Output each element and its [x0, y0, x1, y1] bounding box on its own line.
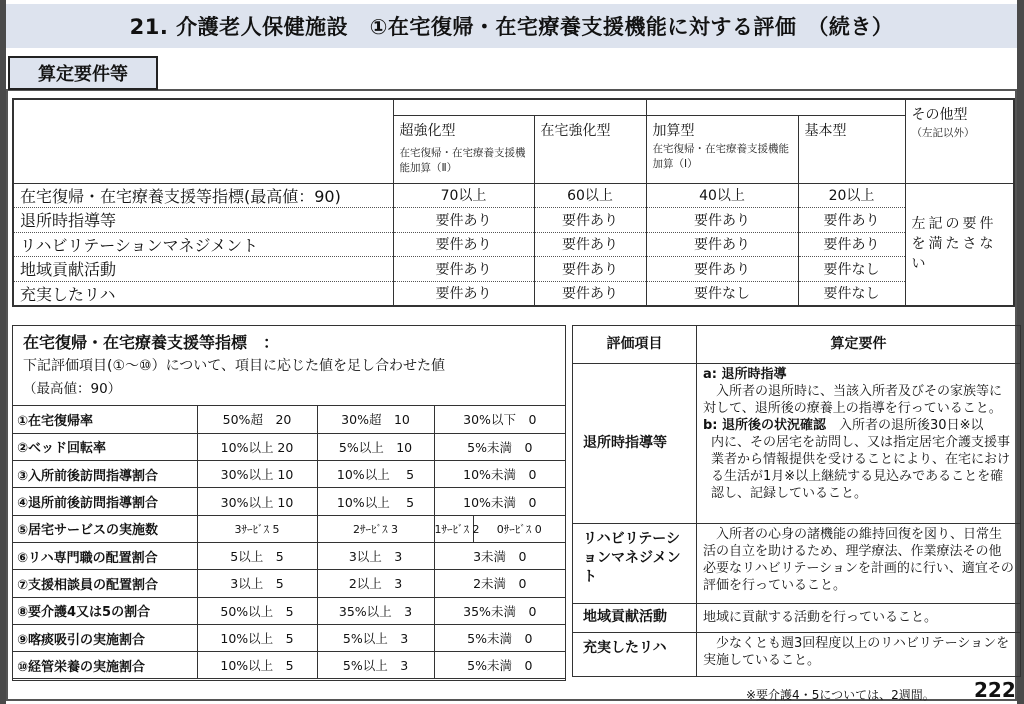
- row-label: 地域貢献活動: [13, 257, 393, 282]
- cell: 40以上: [646, 183, 798, 208]
- table-row: [13, 406, 565, 433]
- row-label: 退所時指導等: [13, 208, 393, 233]
- cell: 50%超 20: [197, 406, 317, 433]
- table-row: [13, 570, 565, 597]
- index-heading: [13, 326, 565, 406]
- table-row: [13, 232, 1014, 257]
- requirement-text: 地域に貢献する活動を行っていること。: [697, 604, 1021, 632]
- col-name: 在宅強化型: [540, 122, 611, 139]
- section-tab: 算定要件等: [8, 56, 158, 90]
- table-row: [13, 488, 565, 515]
- item-name: 地域貢献活動: [573, 604, 697, 632]
- cell: 要件なし: [798, 281, 905, 306]
- col-name: 加算型: [652, 122, 695, 139]
- header-group-addition: [646, 99, 905, 115]
- page-number: 222: [974, 678, 1016, 702]
- requirement-text: 少なくとも週3回程度以上のリハビリテーションを実施していること。: [697, 632, 1021, 676]
- table-row: [13, 542, 565, 569]
- cell: 35%未満 0: [434, 597, 565, 624]
- cell: 30%以下 0: [434, 406, 565, 433]
- cell: 5%以上 10: [317, 433, 434, 460]
- index-box: [12, 325, 566, 681]
- cell: 3以上 5: [197, 570, 317, 597]
- cell: 要件あり: [534, 281, 646, 306]
- header-group-strengthened: [393, 99, 646, 115]
- col-name: 基本型: [804, 122, 847, 139]
- cell: 10%以上 5: [317, 488, 434, 515]
- item-name: リハビリテーションマネジメント: [573, 523, 697, 604]
- cell: 要件あり: [393, 232, 534, 257]
- index-title: 在宅復帰・在宅療養支援等指標 ：: [23, 333, 280, 352]
- item-name: ⑤居宅サービスの実施数: [13, 515, 197, 542]
- cell: 20以上: [798, 183, 905, 208]
- item-name: ⑧要介護4又は5の割合: [13, 597, 197, 624]
- cell: 3以上 3: [317, 542, 434, 569]
- col-header-other: [905, 99, 1014, 183]
- table-row: [13, 515, 565, 542]
- cell: 2以上 3: [317, 570, 434, 597]
- requirement-text: [697, 364, 1021, 523]
- cell: 要件あり: [393, 257, 534, 282]
- table-row: [13, 183, 1014, 208]
- cell: 要件あり: [393, 208, 534, 233]
- cell: 2ｻｰﾋﾞｽ 3: [317, 515, 434, 542]
- cell: 2未満 0: [434, 570, 565, 597]
- table-row: [13, 208, 1014, 233]
- item-name: ②ベッド回転率: [13, 433, 197, 460]
- sub-item-a-title: a: 退所時指導: [703, 367, 787, 383]
- sub-item-b-title: b: 退所後の状況確認: [703, 418, 827, 434]
- cell: 要件あり: [534, 208, 646, 233]
- cell: 5%未満 0: [434, 433, 565, 460]
- cell: 70以上: [393, 183, 534, 208]
- cell: 要件あり: [393, 281, 534, 306]
- facility-type-table: [12, 98, 1015, 307]
- cell: 要件あり: [534, 232, 646, 257]
- cell: 0ｻｰﾋﾞｽ 0: [473, 515, 565, 542]
- requirement-text: 入所者の心身の諸機能の維持回復を図り、日常生活の自立を助けるため、理学療法、作業療法その他必要なリハビリテーションを計画的に行い、適宜その評価を行っていること。: [697, 523, 1021, 604]
- sub-item-b-lead: 入所者の退所後30日※以: [826, 418, 984, 434]
- cell: 5以上 5: [197, 542, 317, 569]
- col-header-item: 評価項目: [573, 326, 697, 364]
- row-label: 充実したリハ: [13, 281, 393, 306]
- index-table: [13, 406, 565, 679]
- cell: 10%以上 5: [197, 652, 317, 679]
- cell: 35%以上 3: [317, 597, 434, 624]
- cell: 10%以上 5: [197, 624, 317, 651]
- requirements-table: [572, 325, 1021, 677]
- cell: 要件なし: [646, 281, 798, 306]
- index-max-note: （最高値：90）: [23, 381, 122, 397]
- table-row: [573, 632, 1021, 676]
- item-name: 充実したリハ: [573, 632, 697, 676]
- row-label: 在宅復帰・在宅療養支援等指標(最高値：90): [13, 183, 393, 208]
- table-row: [573, 523, 1021, 604]
- col-header-super: [393, 115, 534, 183]
- cell: 要件あり: [798, 232, 905, 257]
- col-header-requirement: 算定要件: [697, 326, 1021, 364]
- cell: 5%未満 0: [434, 652, 565, 679]
- slide-page: [6, 0, 1017, 704]
- cell: 10%以上 20: [197, 433, 317, 460]
- cell: 5%以上 3: [317, 652, 434, 679]
- cell: 1ｻｰﾋﾞｽ 2: [434, 515, 473, 542]
- item-name: 退所時指導等: [573, 364, 697, 523]
- sub-item-b-text: 内に、その居宅を訪問し、又は指定居宅介護支援事業者から情報提供を受けることにより、在宅における生活が1月※以上継続する見込みであることを確認し、記録していること。: [711, 435, 1011, 502]
- other-type-note: 左記の要件を満たさない: [905, 183, 1014, 306]
- table-row: [13, 624, 565, 651]
- col-name: その他型: [911, 107, 968, 123]
- cell: 3未満 0: [434, 542, 565, 569]
- col-header-addition: [646, 115, 798, 183]
- cell: 要件なし: [798, 257, 905, 282]
- page-title: 21. 介護老人保健施設 ①在宅復帰・在宅療養支援機能に対する評価 （続き）: [6, 4, 1017, 48]
- col-sub: 在宅復帰・在宅療養支援機能加算（Ⅱ）: [399, 146, 526, 174]
- cell: 10%未満 0: [434, 461, 565, 488]
- cell: 要件あり: [646, 208, 798, 233]
- cell: 10%未満 0: [434, 488, 565, 515]
- item-name: ①在宅復帰率: [13, 406, 197, 433]
- table-row: [13, 257, 1014, 282]
- item-name: ⑩経管栄養の実施割合: [13, 652, 197, 679]
- cell: 要件あり: [798, 208, 905, 233]
- sub-item-a-text: 入所者の退所時に、当該入所者及びその家族等に対して、退所後の療養上の指導を行っていること。: [703, 384, 1003, 417]
- cell: 5%未満 0: [434, 624, 565, 651]
- row-label: リハビリテーションマネジメント: [13, 232, 393, 257]
- col-header-basic: [798, 115, 905, 183]
- footnote: ※要介護4・5については、2週間。: [746, 688, 935, 702]
- cell: 10%以上 5: [317, 461, 434, 488]
- header-blank-cell: [13, 99, 393, 183]
- item-name: ⑦支援相談員の配置割合: [13, 570, 197, 597]
- cell: 30%超 10: [317, 406, 434, 433]
- item-name: ⑨喀痰吸引の実施割合: [13, 624, 197, 651]
- item-name: ⑥リハ専門職の配置割合: [13, 542, 197, 569]
- col-header-home-strengthened: [534, 115, 646, 183]
- table-row: [13, 597, 565, 624]
- cell: 60以上: [534, 183, 646, 208]
- table-row: [13, 433, 565, 460]
- cell: 3ｻｰﾋﾞｽ 5: [197, 515, 317, 542]
- table-row: [13, 281, 1014, 306]
- cell: 要件あり: [534, 257, 646, 282]
- cell: 50%以上 5: [197, 597, 317, 624]
- cell: 30%以上 10: [197, 461, 317, 488]
- table-row: [13, 461, 565, 488]
- item-name: ③入所前後訪問指導割合: [13, 461, 197, 488]
- col-name: 超強化型: [399, 122, 456, 139]
- item-name: ④退所前後訪問指導割合: [13, 488, 197, 515]
- cell: 30%以上 10: [197, 488, 317, 515]
- col-sub: 在宅復帰・在宅療養支援機能加算（Ⅰ）: [652, 142, 789, 170]
- cell: 5%以上 3: [317, 624, 434, 651]
- cell: 要件あり: [646, 257, 798, 282]
- col-sub: （左記以外）: [911, 127, 975, 139]
- table-row: [573, 604, 1021, 632]
- cell: 要件あり: [646, 232, 798, 257]
- table-row: [13, 652, 565, 679]
- table-row: [573, 364, 1021, 523]
- index-description: 下記評価項目(①～⑩）について、項目に応じた値を足し合わせた値: [23, 358, 446, 374]
